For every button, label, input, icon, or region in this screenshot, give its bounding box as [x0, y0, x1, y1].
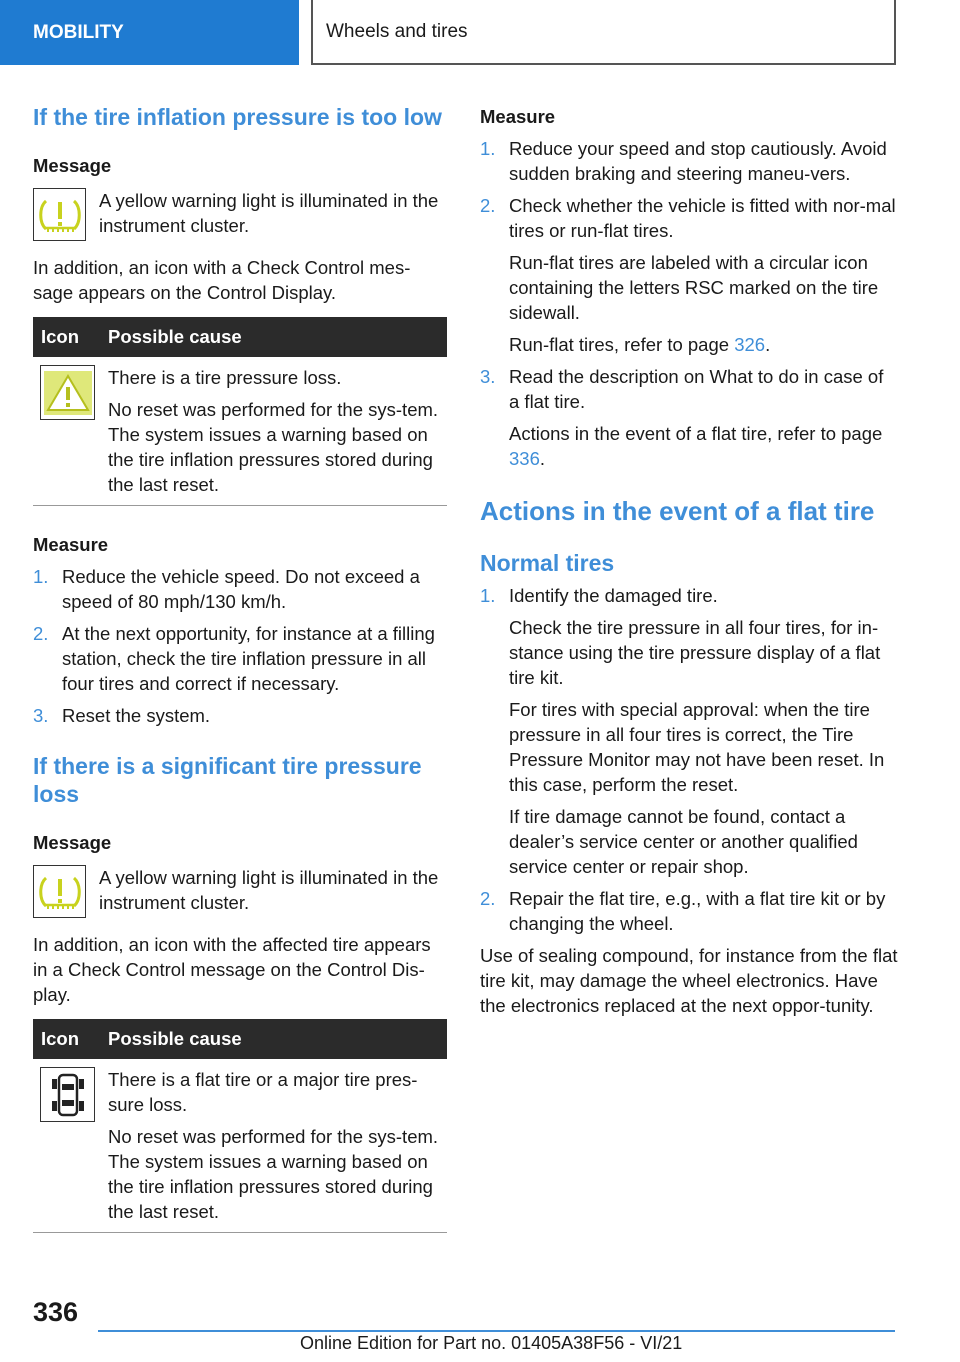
cause-text: There is a flat tire or a major tire pres-sure loss. [108, 1069, 418, 1115]
left-column [33, 100, 447, 1233]
col-icon: Icon [41, 326, 80, 347]
measure-label: Measure [33, 534, 109, 555]
ref-punct: . [539, 448, 546, 469]
vehicle-tire-icon [40, 1067, 95, 1122]
step-number: 1. [480, 585, 496, 606]
cause-text: No reset was performed for the sys-tem. The system issues a warning based on the tire inflation pressures stored during the last reset. [108, 1126, 439, 1222]
message-row [33, 865, 447, 918]
header-section: MOBILITY [0, 0, 299, 65]
col-icon: Icon [41, 1028, 80, 1049]
step-number: 2. [33, 623, 49, 644]
footer-edition: Online Edition for Part no. 01405A38F56 - VI/21 [300, 1333, 683, 1353]
message-label: Message [33, 155, 112, 176]
header-title: Wheels and tires [311, 0, 896, 65]
list-item [480, 886, 898, 936]
list-item [480, 193, 898, 357]
step-text: At the next opportunity, for instance at a filling station, check the tire inflation pressure in all four tires and correct if necessary. [62, 623, 435, 694]
step-text: Reset the system. [62, 705, 211, 726]
sealing-note: Use of sealing compound, for instance from the flat tire kit, may damage the wheel electronics. Have the electronics replaced at the next oppor-tunity. [480, 945, 898, 1016]
cause-table-significant [33, 1019, 447, 1233]
list-item [480, 583, 898, 879]
col-cause: Possible cause [108, 1028, 242, 1049]
list-item [33, 703, 447, 728]
table-header [33, 1019, 447, 1059]
list-item [480, 364, 898, 471]
message-text: A yellow warning light is illuminated in the instrument cluster. [99, 190, 439, 236]
cause-text: There is a tire pressure loss. [108, 367, 342, 388]
normal-tires-steps [480, 583, 898, 936]
measure-steps [33, 564, 447, 728]
message-row [33, 188, 447, 241]
step-text [509, 332, 898, 357]
step-number: 2. [480, 195, 496, 216]
right-column [480, 100, 898, 1018]
heading-actions-flat-tire: Actions in the event of a flat tire [480, 496, 875, 526]
footer-divider [98, 1330, 895, 1332]
table-header [33, 317, 447, 357]
tire-pressure-warning-icon [33, 865, 86, 918]
step-number: 3. [480, 366, 496, 387]
cause-text: No reset was performed for the sys-tem. The system issues a warning based on the tire inflation pressures stored during the last reset. [108, 399, 439, 495]
page-link-326[interactable]: 326 [734, 334, 766, 355]
step-text [509, 421, 898, 471]
ref-punct: . [765, 334, 771, 355]
list-item [33, 621, 447, 696]
heading-normal-tires: Normal tires [480, 550, 615, 576]
measure-steps [480, 136, 898, 471]
message-text: A yellow warning light is illuminated in the instrument cluster. [99, 867, 439, 913]
heading-significant-loss: If there is a significant tire pressure loss [33, 753, 422, 807]
table-row [33, 1059, 447, 1233]
ref-text: Actions in the event of a flat tire, refer to page [509, 423, 883, 444]
step-text: Repair the flat tire, e.g., with a flat tire kit or by changing the wheel. [509, 888, 886, 934]
cause-table-low [33, 317, 447, 506]
addition-text: In addition, an icon with a Check Control mes-sage appears on the Control Display. [33, 257, 411, 303]
step-number: 1. [480, 138, 496, 159]
warning-triangle-icon [40, 365, 95, 420]
addition-text: In addition, an icon with the affected tire appears in a Check Control message on the Control Dis-play. [33, 934, 431, 1005]
step-text: Reduce the vehicle speed. Do not exceed a speed of 80 mph/130 km/h. [62, 566, 420, 612]
col-cause: Possible cause [108, 326, 242, 347]
step-number: 1. [33, 566, 49, 587]
heading-pressure-too-low: If the tire inflation pressure is too low [33, 104, 442, 130]
list-item [33, 564, 447, 614]
table-row [33, 357, 447, 506]
step-number: 3. [33, 705, 49, 726]
measure-label: Measure [480, 106, 556, 127]
step-text: Check whether the vehicle is fitted with nor-mal tires or run-flat tires. [509, 195, 896, 241]
ref-text: Run-flat tires, refer to page [509, 334, 735, 355]
page-link-336[interactable]: 336 [509, 448, 540, 469]
step-text: Read the description on What to do in case of a flat tire. [509, 366, 884, 412]
tire-pressure-warning-icon [33, 188, 86, 241]
step-number: 2. [480, 888, 496, 909]
page-number: 336 [33, 1297, 79, 1327]
step-text: Reduce your speed and stop cautiously. Avoid sudden braking and steering maneu-vers. [509, 138, 887, 184]
step-text: Check the tire pressure in all four tires, for in-stance using the tire pressure display of a flat tire kit. [509, 617, 881, 688]
step-text: For tires with special approval: when the tire pressure in all four tires is correct, the Tire Pressure Monitor may not have been reset. In this case, perform the reset. [509, 699, 885, 795]
message-label: Message [33, 832, 112, 853]
step-text: Run-flat tires are labeled with a circular icon containing the letters RSC marked on the tire sidewall. [509, 252, 879, 323]
step-text: If tire damage cannot be found, contact a dealer’s service center or another qualified service center or repair shop. [509, 806, 858, 877]
list-item [480, 136, 898, 186]
step-text: Identify the damaged tire. [509, 585, 718, 606]
